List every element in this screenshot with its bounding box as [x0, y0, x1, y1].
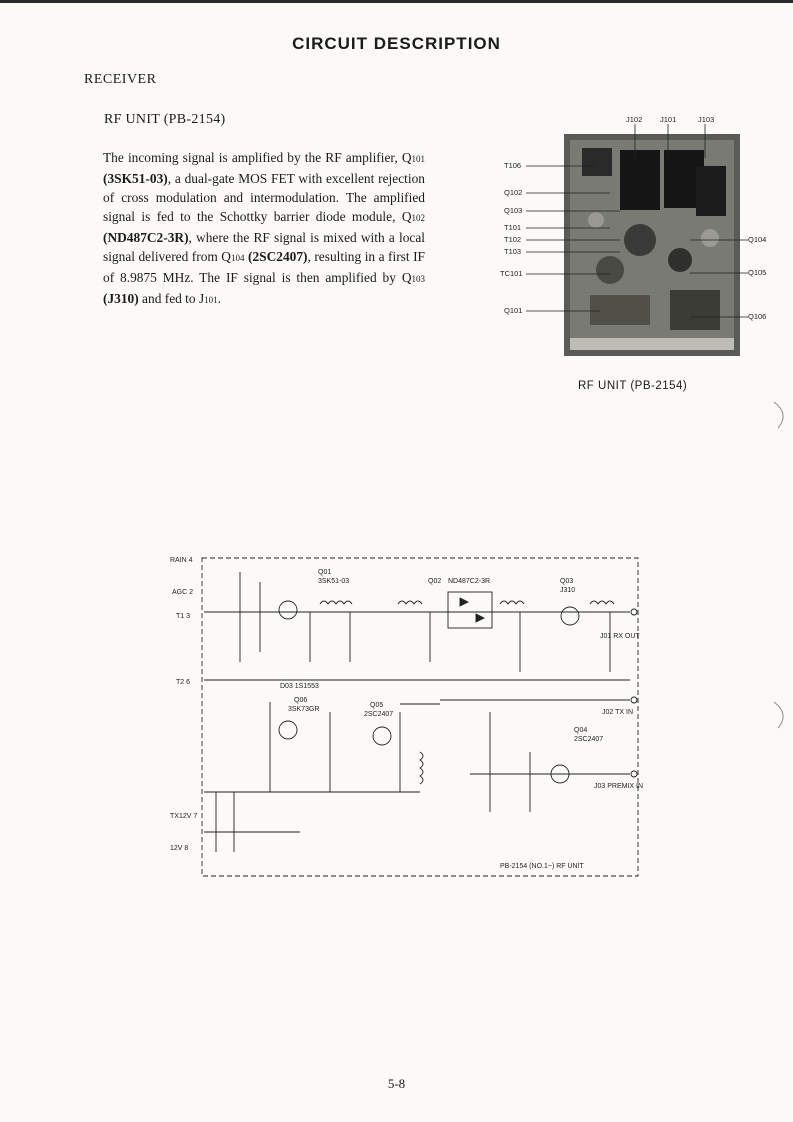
- q01-ref: Q01: [318, 569, 332, 576]
- binder-mark-upper: [772, 400, 792, 430]
- q02-part: ND487C2-3R: [448, 578, 491, 585]
- port-agc: AGC 2: [172, 589, 194, 596]
- photo-label-t101: T101: [504, 223, 522, 232]
- rf-unit-photo: [500, 110, 780, 400]
- port-tx12v: TX12V 7: [170, 813, 198, 820]
- description-paragraph: The incoming signal is amplified by the RF amplifier, Q101 (3SK51-03), a dual-gate MOS FET with excellent rejection of cross modulation and intermodulation. The amplified signal is fed to the Schottky barrier diode module, Q102 (ND487C2-3R), where the RF signal is mixed with a local signal delivered from Q104 (2SC2407), resulting in a first IF of 8.9875 MHz. The IF signal is then amplified by Q103 (J310) and fed to J101.: [103, 150, 425, 306]
- photo-label-t103: T103: [504, 247, 522, 256]
- photo-label-j102: J102: [626, 115, 643, 124]
- subsection-heading: RF UNIT (PB-2154): [104, 112, 226, 127]
- q06-part: 3SK73GR: [288, 706, 320, 713]
- photo-label-t106: T106: [504, 161, 522, 170]
- q04-part: 2SC2407: [574, 736, 604, 743]
- schematic-footer: PB-2154 (NO.1~) RF UNIT: [500, 863, 584, 870]
- photo-label-q101: Q101: [504, 306, 523, 315]
- port-j01: J01 RX OUT: [600, 633, 640, 640]
- photo-label-q103: Q103: [504, 206, 523, 215]
- q01-part: 3SK51-03: [318, 578, 350, 585]
- port-12v: 12V 8: [170, 845, 189, 852]
- rf-unit-schematic: [170, 552, 650, 882]
- photo-label-q104: Q104: [748, 235, 767, 244]
- photo-label-tc101: TC101: [500, 269, 523, 278]
- binder-mark-lower: [772, 700, 792, 730]
- port-rain: RAIN 4: [170, 557, 193, 564]
- photo-label-j103: J103: [698, 115, 715, 124]
- photo-label-t102: T102: [504, 235, 522, 244]
- q06-ref: Q06: [294, 697, 308, 704]
- section-heading: RECEIVER: [84, 72, 157, 87]
- port-j02: J02 TX IN: [602, 709, 633, 716]
- page-title: CIRCUIT DESCRIPTION: [292, 34, 501, 53]
- port-t1: T1 3: [176, 613, 191, 620]
- q04-ref: Q04: [574, 727, 588, 734]
- d03-label: D03 1S1553: [280, 683, 319, 690]
- photo-label-q102: Q102: [504, 188, 523, 197]
- port-t2: T2 6: [176, 679, 191, 686]
- q02-ref: Q02: [428, 578, 442, 585]
- photo-label-q106: Q106: [748, 312, 767, 321]
- photo-label-j101: J101: [660, 115, 677, 124]
- photo-label-q105: Q105: [748, 268, 767, 277]
- q03-part: J310: [560, 587, 576, 594]
- q03-ref: Q03: [560, 578, 574, 585]
- top-border-line: [0, 0, 793, 3]
- q05-ref: Q05: [370, 702, 384, 709]
- page-number: 5-8: [387, 1076, 406, 1091]
- port-j03: J03 PREMIX IN: [594, 783, 644, 790]
- q05-part: 2SC2407: [364, 711, 394, 718]
- photo-caption: RF UNIT (PB-2154): [578, 380, 688, 392]
